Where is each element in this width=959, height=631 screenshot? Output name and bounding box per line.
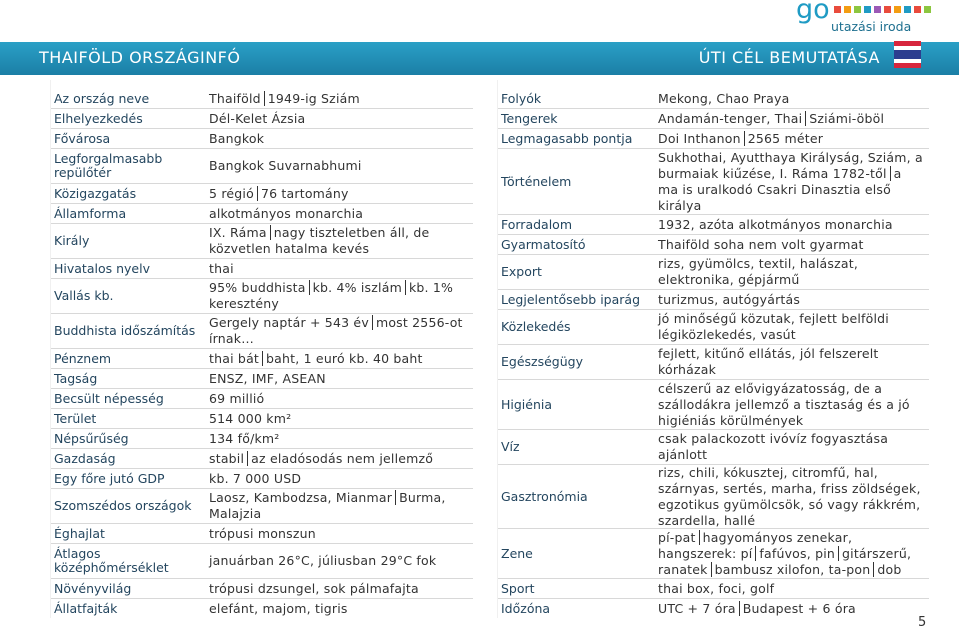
row-value: Thaiföld soha nem volt gyarmat bbox=[658, 236, 864, 252]
table-row bbox=[498, 290, 929, 310]
table-row bbox=[51, 599, 473, 618]
row-label: Pénznem bbox=[54, 350, 112, 366]
table-row bbox=[498, 465, 929, 529]
row-value: thai box, foci, golf bbox=[658, 580, 775, 596]
row-label: Növényvilág bbox=[54, 580, 132, 596]
row-label: Víz bbox=[501, 439, 520, 454]
row-label: Szomszédos országok bbox=[54, 498, 192, 513]
table-row bbox=[51, 259, 473, 279]
table-row bbox=[51, 389, 473, 409]
row-label: Állatfajták bbox=[54, 600, 118, 616]
row-label: Király bbox=[54, 233, 90, 248]
row-label: Átlagos középhőmérséklet bbox=[54, 546, 169, 575]
row-value: fejlett, kitűnő ellátás, jól felszerelt kórházak bbox=[658, 346, 879, 377]
row-value: Sukhothai, Ayutthaya Királyság, Sziám, a burmaiak kiűzése, I. Ráma 1782-től a ma is uralkodó Csakri Dinasztia első királya bbox=[658, 149, 923, 213]
table-row bbox=[51, 544, 473, 579]
row-label: Export bbox=[501, 264, 542, 279]
table-row bbox=[498, 430, 929, 465]
row-label: Vallás kb. bbox=[54, 288, 114, 303]
row-label: Történelem bbox=[501, 173, 572, 189]
table-row bbox=[498, 380, 929, 430]
row-value: 134 fő/km² bbox=[209, 430, 280, 446]
row-value: Doi Inthanon 2565 méter bbox=[658, 130, 824, 146]
row-label: Államforma bbox=[54, 205, 127, 221]
table-row bbox=[498, 235, 929, 255]
row-label: Közlekedés bbox=[501, 319, 571, 334]
row-label: Időzóna bbox=[501, 600, 551, 616]
table-row bbox=[51, 149, 473, 184]
row-value: Gergely naptár + 543 év most 2556-ot írnak… bbox=[209, 315, 463, 346]
logo-dots bbox=[834, 6, 931, 13]
table-row bbox=[51, 184, 473, 204]
row-label: Zene bbox=[501, 545, 533, 561]
row-value: pí-pat hagyományos zenekar, hangszerek: pí fafúvos, pin gitárszerű, ranatek bambusz xilofon, ta-pon dob bbox=[658, 529, 912, 577]
table-row bbox=[51, 109, 473, 129]
row-label: Forradalom bbox=[501, 216, 573, 232]
table-row bbox=[498, 310, 929, 345]
table-row bbox=[498, 109, 929, 129]
row-label: Becsült népesség bbox=[54, 390, 164, 406]
table-row bbox=[51, 314, 473, 349]
row-value: Laosz, Kambodzsa, Mianmar Burma, Malajzia bbox=[209, 490, 446, 521]
row-label: Gyarmatosító bbox=[501, 236, 586, 252]
table-row bbox=[51, 429, 473, 449]
row-value: Bangkok Suvarnabhumi bbox=[209, 158, 362, 173]
row-label: Egy főre jutó GDP bbox=[54, 470, 165, 486]
row-label: Legforgalmasabb repülőtér bbox=[54, 151, 163, 180]
table-row bbox=[51, 349, 473, 369]
thai-flag-icon bbox=[894, 41, 921, 68]
right-info-table bbox=[497, 80, 929, 618]
table-row bbox=[51, 469, 473, 489]
row-value: UTC + 7 óra Budapest + 6 óra bbox=[658, 600, 856, 616]
row-value: rizs, chili, kókusztej, citromfű, hal, szárnyas, sertés, marha, friss zöldségek, egzotikus gyümölcsök, só vagy rákkrém, szardella, hallé bbox=[658, 464, 921, 528]
table-row bbox=[51, 204, 473, 224]
row-value: Mekong, Chao Praya bbox=[658, 90, 790, 106]
row-value: elefánt, majom, tigris bbox=[209, 600, 348, 616]
row-label: Az ország neve bbox=[54, 90, 150, 106]
row-value: Dél-Kelet Ázsia bbox=[209, 110, 306, 126]
page-title: THAIFÖLD ORSZÁGINFÓ bbox=[39, 48, 241, 67]
row-value: trópusi monszun bbox=[209, 525, 316, 541]
row-value: Bangkok bbox=[209, 130, 265, 146]
row-value: alkotmányos monarchia bbox=[209, 205, 364, 221]
table-row bbox=[51, 224, 473, 259]
table-row bbox=[51, 279, 473, 314]
table-row bbox=[51, 89, 473, 109]
row-value: 69 millió bbox=[209, 390, 265, 406]
row-value: turizmus, autógyártás bbox=[658, 291, 801, 307]
row-label: Terület bbox=[54, 410, 97, 426]
row-value: kb. 7 000 USD bbox=[209, 470, 302, 486]
logo-subtitle: utazási iroda bbox=[831, 19, 912, 34]
table-row bbox=[498, 599, 929, 618]
row-value: jó minőségű közutak, fejlett belföldi légiközlekedés, vasút bbox=[658, 311, 889, 342]
row-value: thai bát baht, 1 euró kb. 40 baht bbox=[209, 350, 423, 366]
row-label: Higiénia bbox=[501, 396, 553, 412]
table-row bbox=[498, 215, 929, 235]
row-value: stabil az eladósodás nem jellemző bbox=[209, 450, 434, 466]
row-value: 5 régió 76 tartomány bbox=[209, 185, 349, 201]
table-row bbox=[498, 529, 929, 579]
row-label: Fővárosa bbox=[54, 130, 111, 146]
row-label: Közigazgatás bbox=[54, 185, 137, 201]
left-info-table bbox=[50, 80, 473, 618]
table-row bbox=[51, 449, 473, 469]
table-row bbox=[498, 255, 929, 290]
table-row bbox=[498, 345, 929, 380]
table-row bbox=[51, 524, 473, 544]
row-label: Tengerek bbox=[501, 110, 558, 126]
table-row bbox=[51, 369, 473, 389]
table-row bbox=[51, 579, 473, 599]
go-logo bbox=[796, 0, 936, 40]
row-label: Népsűrűség bbox=[54, 430, 129, 446]
row-value: célszerű az elővigyázatosság, de a szállodákra jellemző a tisztaság és a jó higiéniás körülmények bbox=[658, 380, 910, 428]
table-row bbox=[498, 579, 929, 599]
table-row bbox=[51, 129, 473, 149]
title-banner bbox=[0, 42, 959, 75]
row-label: Legjelentősebb iparág bbox=[501, 291, 641, 307]
row-label: Tagság bbox=[54, 370, 98, 386]
row-label: Egészségügy bbox=[501, 354, 583, 369]
row-value: rizs, gyümölcs, textil, halászat, elektronika, gépjármű bbox=[658, 256, 859, 287]
row-value: 95% buddhista kb. 4% iszlám kb. 1% keresztény bbox=[209, 280, 454, 311]
table-row bbox=[498, 89, 929, 109]
section-title: ÚTI CÉL BEMUTATÁSA bbox=[698, 48, 880, 67]
row-label: Legmagasabb pontja bbox=[501, 130, 633, 146]
row-value: januárban 26°C, júliusban 29°C fok bbox=[209, 553, 437, 568]
row-value: trópusi dzsungel, sok pálmafajta bbox=[209, 580, 419, 596]
page-number: 5 bbox=[918, 615, 927, 630]
row-value: thai bbox=[209, 260, 234, 276]
table-row bbox=[51, 409, 473, 429]
row-label: Gazdaság bbox=[54, 450, 116, 466]
row-label: Elhelyezkedés bbox=[54, 110, 143, 126]
row-label: Buddhista időszámítás bbox=[54, 323, 196, 338]
row-value: IX. Ráma nagy tiszteletben áll, de közvetlen hatalma kevés bbox=[209, 225, 430, 256]
row-value: Thaiföld 1949-ig Sziám bbox=[209, 90, 360, 106]
row-label: Gasztronómia bbox=[501, 488, 588, 504]
row-value: csak palackozott ivóvíz fogyasztása ajánlott bbox=[658, 431, 889, 462]
row-label: Sport bbox=[501, 580, 535, 596]
row-value: Andamán-tenger, Thai Sziámi-öböl bbox=[658, 110, 885, 126]
row-value: ENSZ, IMF, ASEAN bbox=[209, 370, 326, 386]
row-value: 1932, azóta alkotmányos monarchia bbox=[658, 216, 893, 232]
row-label: Hivatalos nyelv bbox=[54, 260, 150, 276]
row-label: Folyók bbox=[501, 90, 542, 106]
table-row bbox=[51, 489, 473, 524]
table-row bbox=[498, 129, 929, 149]
row-label: Éghajlat bbox=[54, 525, 105, 541]
logo-go-text: go bbox=[796, 0, 830, 25]
table-row bbox=[498, 149, 929, 215]
row-value: 514 000 km² bbox=[209, 410, 292, 426]
